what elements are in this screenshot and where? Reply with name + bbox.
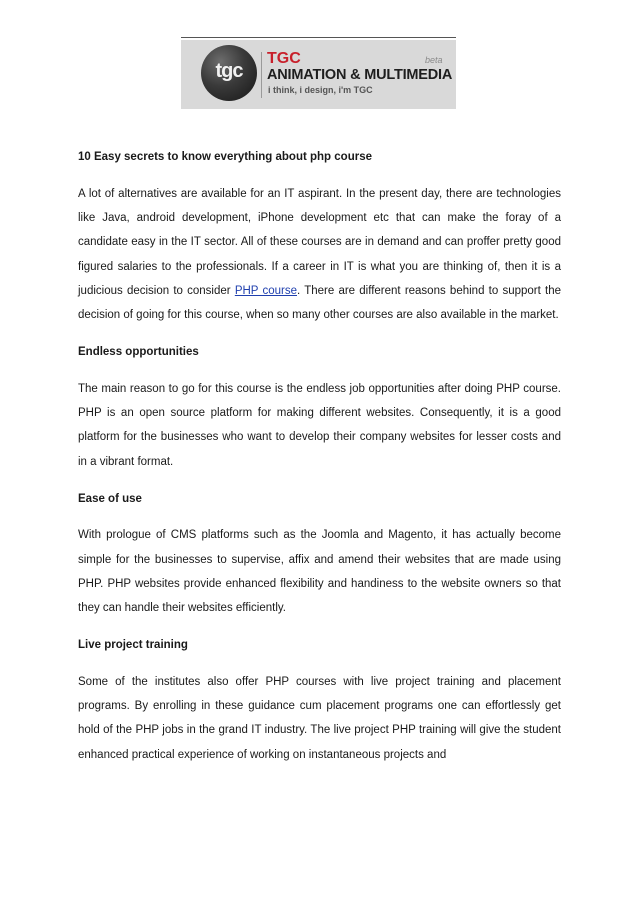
logo-divider	[261, 52, 262, 98]
intro-text-before-link: A lot of alternatives are available for an IT aspirant. In the present day, there are technologies like Java, android development, iPhone development etc that can make the foray of a candidate easy in the IT sector. All of these courses are in demand and can proffer pretty good figured salaries to the professionals. If a career in IT is what you are thinking of, then it is a judicious decision to consider	[78, 187, 561, 297]
article-title: 10 Easy secrets to know everything about php course	[78, 151, 372, 163]
tgc-logo-icon	[201, 45, 257, 101]
header-rule	[181, 37, 456, 38]
intro-text-after-link: . There are different reasons behind to support the decision of going for this course, when so many other courses are also available in the market.	[78, 284, 562, 322]
php-course-link[interactable]: PHP course	[234, 284, 297, 297]
logo-tagline: i think, i design, i'm TGC	[268, 85, 373, 95]
logo-circle-text: tgc	[215, 60, 243, 82]
section-body-live-project: Some of the institutes also offer PHP courses with live project training and placement programs. By enrolling in these guidance cum placement programs one can effortlessly get hold of the PHP jobs in the grand IT industry. The live project PHP training will give the student enhanced practical experience of working on instantaneous projects and	[78, 675, 561, 761]
logo-company-name: ANIMATION & MULTIMEDIA	[267, 67, 453, 83]
article-body	[78, 145, 561, 780]
logo-brand: TGC	[267, 50, 301, 67]
section-heading-ease-of-use: Ease of use	[78, 492, 142, 505]
logo-beta-label: beta	[425, 55, 443, 65]
section-heading-live-project: Live project training	[78, 639, 188, 652]
section-body-opportunities: The main reason to go for this course is the endless job opportunities after doing PHP course. PHP is an open source platform for making different websites. Consequently, it is a good platform for the businesses who want to develop their company websites for lesser costs and in a vibrant format.	[78, 382, 561, 468]
section-body-ease-of-use: With prologue of CMS platforms such as the Joomla and Magento, it has actually become simple for the businesses to supervise, affix and amend their websites that are made using PHP. PHP websites provide enhanced flexibility and handiness to the website owners so that they can handle their websites efficiently.	[78, 529, 561, 615]
tgc-logo-banner	[181, 40, 456, 109]
section-heading-opportunities: Endless opportunities	[78, 346, 199, 359]
intro-paragraph	[78, 182, 561, 328]
